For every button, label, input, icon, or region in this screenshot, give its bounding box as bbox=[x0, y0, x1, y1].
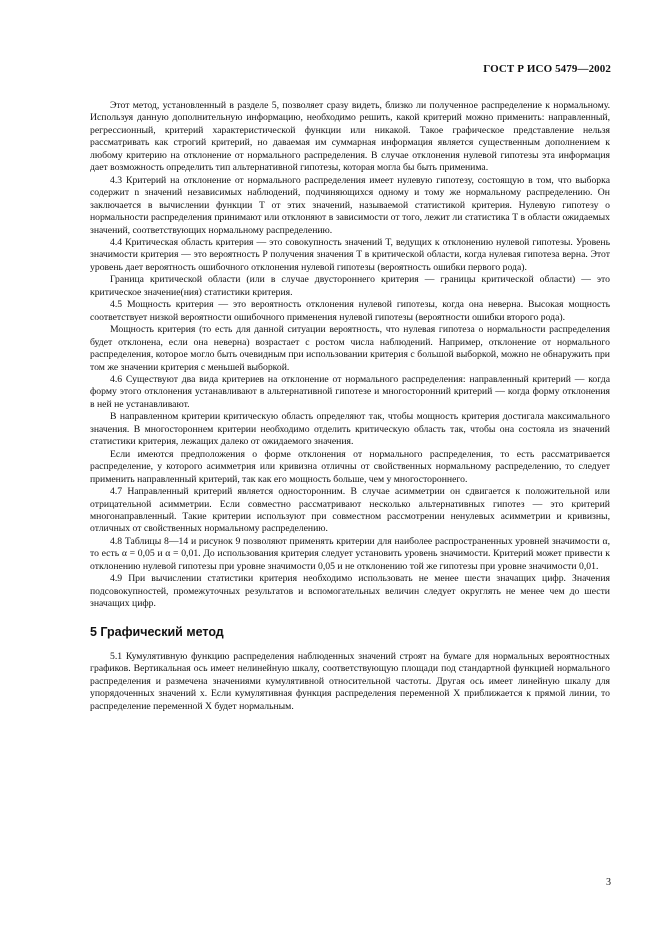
page-body bbox=[90, 100, 610, 713]
paragraph-4-4: 4.4 Критическая область критерия — это совокупность значений T, ведущих к отклонению нулевой гипотезы. Уровень значимости критерия — это вероятность P получения значения T в критической области, когда нулевая гипотеза верна. Этот уровень дает вероятность ошибочного отклонения нулевой гипотезы (вероятность ошибки первого рода). bbox=[90, 236, 610, 273]
paragraph-4-8: 4.8 Таблицы 8—14 и рисунок 9 позволяют применять критерии для наиболее распространенных уровней значимости α, то есть α = 0,05 и α = 0,01. До использования критерия следует установить уровень значимости. Критерий может привести к отклонению нулевой гипотезы при уровне значимости 0,05 и не отклонению той же гипотезы при уровне значимости 0,01. bbox=[90, 535, 610, 572]
paragraph-power: Мощность критерия (то есть для данной ситуации вероятность, что нулевая гипотеза о нормальности распределения будет отклонена, если она неверна) возрастает с ростом числа наблюдений. Например, отклонение от нормального распределения, которое могло быть очевидным при использовании критерия с большой выборкой, можно не обнаружить при том же значении критерия с меньшей выборкой. bbox=[90, 324, 610, 373]
paragraph-4-7: 4.7 Направленный критерий является односторонним. В случае асимметрии он сдвигается к положительной или отрицательной асимметрии. Если совместно рассматривают несколько альтернативных гипотез — это критерий многонаправленный. Такие критерии используют при совместном рассмотрении ненулевых асимметрии и кривизны, отличных от свойственных нормальному распределению. bbox=[90, 486, 610, 535]
paragraph-4-9: 4.9 При вычислении статистики критерия необходимо использовать не менее шести значащих цифр. Значения подсовокупностей, промежуточных результатов и вспомогательных величин следует округлять не менее чем до шести значащих цифр. bbox=[90, 573, 610, 610]
page-header-standard-code: ГОСТ Р ИСО 5479—2002 bbox=[483, 63, 611, 75]
section-heading: 5 Графический метод bbox=[90, 624, 224, 639]
paragraph-intro: Этот метод, установленный в разделе 5, позволяет сразу видеть, близко ли полученное распределение к нормальному. Используя данную дополнительную информацию, необходимо решить, какой критерий можно применить: направленный, регрессионный, критерий характеристической функции или никакой. Такое графическое представление нельзя рассматривать как строгий критерий, но даваемая им суммарная информация является существенным дополнением к любому критерию на отклонение от нормального распределения. В случае отклонения нулевой гипотезы эта информация дает возможность определить тип альтернативной гипотезы, которая могла бы быть применима. bbox=[90, 100, 610, 174]
paragraph-4-5: 4.5 Мощность критерия — это вероятность отклонения нулевой гипотезы, когда она неверна. Высокая мощность соответствует низкой вероятности ошибочного применения нулевой гипотезы (вероятности ошибки второго рода). bbox=[90, 299, 610, 323]
paragraph-directional: В направленном критерии критическую область определяют так, чтобы мощность критерия достигала максимального значения. В многостороннем критерии необходимо отделить критическую область так, чтобы она состояла из значений статистики критерия, лежащих далеко от ожидаемого значения. bbox=[90, 411, 610, 448]
paragraph-5-1: 5.1 Кумулятивную функцию распределения наблюденных значений строят на бумаге для нормальных вероятностных графиков. Вертикальная ось имеет нелинейную шкалу, соответствующую площади под стандартной функцией нормального распределения и размечена значениями кумулятивной относительной частоты. Другая ось имеет линейную шкалу для упорядоченных значений x. Если кумулятивная функция распределения переменной X приближается к прямой линии, то распределение переменной X будет нормальным. bbox=[90, 651, 610, 712]
page-number: 3 bbox=[606, 877, 611, 888]
paragraph-critical-boundary: Граница критической области (или в случае двустороннего критерия — границы критической области) — это критическое значение(ния) статистики критерия. bbox=[90, 274, 610, 298]
paragraph-assumptions: Если имеются предположения о форме отклонения от нормального распределения, то есть рассматривается распределение, у которого асимметрия или кривизна отличны от свойственных нормальному распределению, то следует применить направленный критерий, так как его мощность больше, чем у многостороннего. bbox=[90, 448, 610, 485]
paragraph-4-6: 4.6 Существуют два вида критериев на отклонение от нормального распределения: направленный критерий — когда форму этого отклонения устанавливают в альтернативной гипотезе и многосторонний критерий — когда форму отклонения в ней не устанавливают. bbox=[90, 373, 610, 410]
paragraph-4-3: 4.3 Критерий на отклонение от нормального распределения имеет нулевую гипотезу, состоящую в том, что выборка содержит n значений независимых наблюдений, подчиняющихся одному и тому же нормальному распределению. Он заключается в вычислении функции T от этих значений, называемой статистикой критерия. Нулевую гипотезу о нормальности распределения принимают или отклоняют в зависимости от того, лежит ли статистика T в области ожидаемых значений, соответствующих нормальному распределению. bbox=[90, 174, 610, 236]
